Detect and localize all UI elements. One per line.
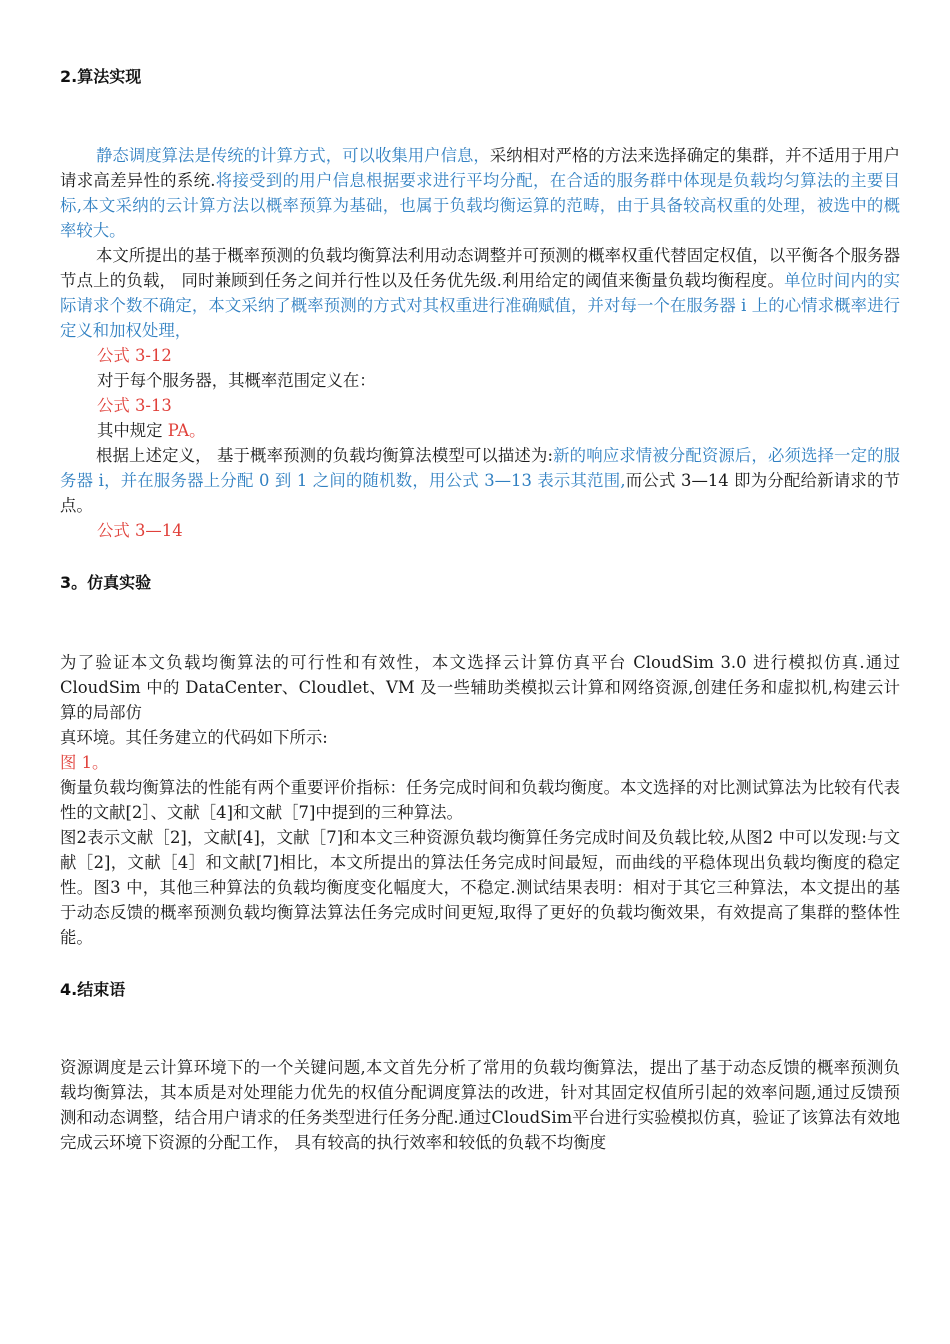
text-blue: 单位时间内的实际请求个数不确定，本文采纳了概率预测的方式对其权重进行准确赋值，并对每一个在服务器 i 上的心情求概率进行定义和加权处理，	[60, 271, 901, 340]
text-blue: 静态调度算法是传统的计算方式，可以收集用户信息，	[96, 146, 490, 165]
formula-3-13: 公式 3-13	[97, 396, 172, 415]
paragraph-simulation-intro: 为了验证本文负载均衡算法的可行性和有效性，本文选择云计算仿真平台 CloudSim 3.0 进行模拟仿真.通过 CloudSim 中的 DataCenter、Cloudlet、VM 及一些辅助类模拟云计算和网络资源,创建任务和虚拟机,构建云计算的局部仿	[60, 653, 900, 722]
text-black: 而公式 3—14 即为分配给新请求的节点。	[60, 471, 900, 515]
paragraph-results: 图2表示文献［2]，文献[4]，文献［7]和本文三种资源负载均衡算任务完成时间及负载比较,从图2 中可以发现:与文献［2]，文献［4］和文献[7]相比，本文所提出的算法任务完成时间最短，而曲线的平稳体现出负载均衡度的稳定性。图3 中，其他三种算法的负载均衡度变化幅度大，不稳定.测试结果表明：相对于其它三种算法，本文提出的基于动态反馈的概率预测负载均衡算法算法任务完成时间更短,取得了更好的负载均衡效果，有效提高了集群的整体性能。	[60, 828, 900, 947]
pa-line	[97, 418, 206, 443]
text-black: 根据上述定义， 基于概率预测的负载均衡算法模型可以描述为:	[96, 446, 554, 465]
section-heading-3: 3。仿真实验	[60, 573, 152, 592]
paragraph-model-description	[60, 443, 900, 518]
paragraph-conclusion: 资源调度是云计算环境下的一个关键问题,本文首先分析了常用的负载均衡算法，提出了基于动态反馈的概率预测负载均衡算法，其本质是对处理能力优先的权值分配调度算法的改进，针对其固定权值所引起的效率问题,通过反馈预测和动态调整，结合用户请求的任务类型进行任务分配.通过CloudSim平台进行实验模拟仿真，验证了该算法有效地完成云环境下资源的分配工作， 具有较高的执行效率和较低的负载不均衡度	[60, 1058, 900, 1152]
section-heading-2: 2.算法实现	[60, 67, 142, 86]
pa-red: PA。	[167, 421, 206, 440]
section-heading-4: 4.结束语	[60, 980, 126, 999]
text-blue: 将接受到的用户信息根据要求进行平均分配，在合适的服务群中体现是负载均匀算法的主要目标,本文采纳的云计算方法以概率预算为基础，也属于负载均衡运算的范畴，由于具备较高权重的处理，被选中的概率较大。	[60, 171, 901, 240]
figure-1-caption: 图 1。	[60, 753, 109, 772]
formula-3-12: 公式 3-12	[97, 346, 172, 365]
text-black: 采纳相对严格的方法来选择确定的集群，并不适用于用户请求高差异性的系统.	[60, 146, 901, 190]
paragraph-static-scheduling	[60, 143, 900, 243]
formula-3-14: 公式 3—14	[97, 521, 183, 540]
range-definition-line: 对于每个服务器，其概率范围定义在：	[97, 371, 376, 390]
pa-prefix: 其中规定	[97, 421, 168, 440]
paragraph-probability-algorithm	[60, 243, 900, 343]
simulation-env-line: 真环境。其任务建立的代码如下所示:	[60, 728, 328, 747]
text-blue: 新的响应求情被分配资源后，必须选择一定的服务器 i，并在服务器上分配 0 到 1 之间的随机数，用公式 3—13 表示其范围,	[60, 446, 901, 490]
text-black: 本文所提出的基于概率预测的负载均衡算法利用动态调整并可预测的概率权重代替固定权值，以平衡各个服务器节点上的负载， 同时兼顾到任务之间并行性以及任务优先级.利用给定的阈值来衡量负载均衡程度。	[60, 246, 900, 290]
paragraph-evaluation-metrics: 衡量负载均衡算法的性能有两个重要评价指标：任务完成时间和负载均衡度。本文选择的对比测试算法为比较有代表性的文献[2］、文献［4]和文献［7]中提到的三种算法。	[60, 778, 900, 822]
